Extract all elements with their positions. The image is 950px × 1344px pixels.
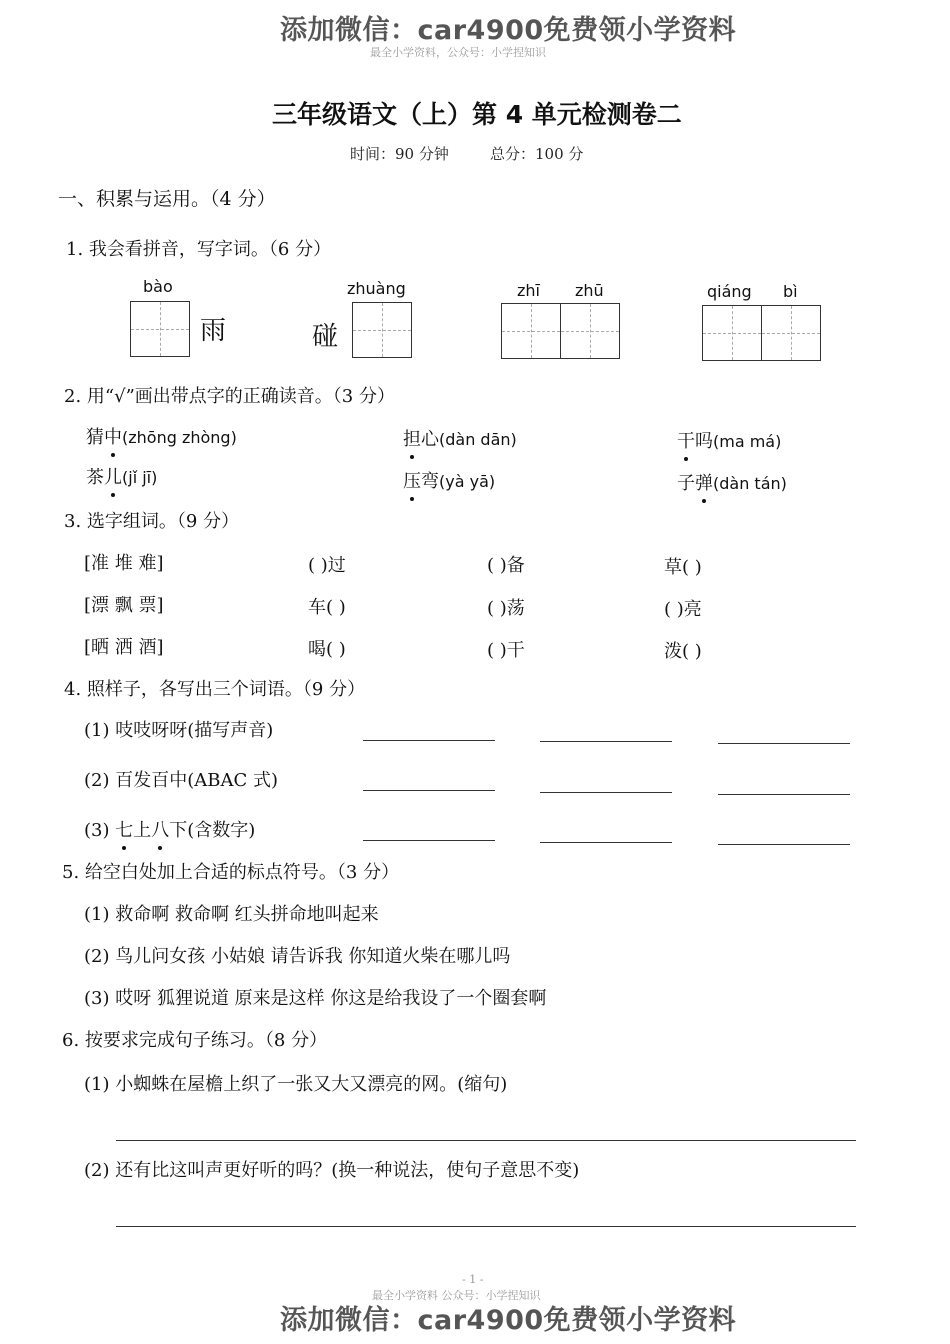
q3-row2-b[interactable]: ( )荡 [487,598,525,619]
q5-item-1[interactable]: (1) 救命啊 救命啊 红头拼命地叫起来 [84,904,379,925]
q3-row1-chars: [准 堆 难] [84,553,164,574]
top-banner: 添加微信：car4900免费领小学资料 [280,15,737,46]
q4-item-3: (3) 七上八下(含数字) [84,816,255,842]
q1-box-bao[interactable] [130,301,190,357]
q3-row1-a[interactable]: ( )过 [308,555,346,576]
q1-pinyin-bi: bì [783,282,798,301]
exam-time: 时间：90 分钟 [350,145,449,163]
page-number: - 1 - [462,1273,484,1286]
q3-label: 3. 选字组词。（9 分） [64,511,240,532]
q1-box-zhizhu[interactable] [501,303,620,359]
exam-total-score: 总分：100 分 [490,145,584,163]
q6-label: 6. 按要求完成句子练习。（8 分） [62,1030,328,1051]
q3-row3-a[interactable]: 喝( ) [308,639,346,660]
q2-options[interactable]: (jǐ jī) [122,468,158,487]
page-title: 三年级语文（上）第 4 单元检测卷二 [272,100,682,129]
q4-item-2: (2) 百发百中(ABAC 式) [84,770,278,791]
q1-pinyin-zhuang: zhuàng [347,279,406,298]
q3-row3-c[interactable]: 泼( ) [664,641,702,662]
answer-blank[interactable] [363,740,495,741]
q3-row3-chars: [晒 洒 酒] [84,637,164,658]
q3-row3-b[interactable]: ( )干 [487,640,525,661]
q2-dotted-char: 压 [403,467,421,493]
q1-pinyin-zhu: zhū [575,281,604,300]
q1-char-yu: 雨 [200,316,227,346]
answer-blank[interactable] [718,743,850,744]
q2-item-zidan: 子弹(dàn tán) [677,469,787,495]
q1-pinyin-bao: bào [143,277,173,296]
q2-dotted-char: 干 [677,427,695,453]
q2-item-ganma: 干吗(ma má) [677,427,781,453]
q2-options[interactable]: (ma má) [713,432,782,451]
q4-dotted-char: 八 [151,816,169,842]
q2-label: 2. 用“√”画出带点字的正确读音。（3 分） [64,386,395,407]
q2-item-chaer: 茶儿(jǐ jī) [86,463,157,489]
bottom-banner: 添加微信：car4900免费领小学资料 [280,1305,737,1336]
q3-row1-b[interactable]: ( )备 [487,555,525,576]
q1-box-qiangbi[interactable] [702,305,821,361]
answer-blank[interactable] [540,842,672,843]
q4-label: 4. 照样子，各写出三个词语。（9 分） [64,679,366,700]
q5-item-2[interactable]: (2) 鸟儿问女孩 小姑娘 请告诉我 你知道火柴在哪儿吗 [84,946,511,967]
answer-blank[interactable] [540,741,672,742]
q6-item-2: (2) 还有比这叫声更好听的吗？(换一种说法，使句子意思不变) [84,1160,580,1181]
q1-label: 1. 我会看拼音，写字词。（6 分） [66,239,332,260]
q2-item-danxin: 担心(dàn dān) [403,425,517,451]
q5-label: 5. 给空白处加上合适的标点符号。（3 分） [62,862,400,883]
q4-item-1: (1) 吱吱呀呀(描写声音) [84,720,274,741]
q3-row2-c[interactable]: ( )亮 [664,599,702,620]
answer-blank[interactable] [540,792,672,793]
q2-options[interactable]: (dàn dān) [439,430,517,449]
q2-options[interactable]: (dàn tán) [713,474,787,493]
q2-dotted-char: 弹 [695,469,713,495]
q4-dotted-char: 七 [115,816,133,842]
q1-box-zhuang[interactable] [352,302,412,358]
q1-char-peng: 碰 [312,322,339,352]
faint-header: 最全小学资料，公众号：小学捏知识 [370,46,546,59]
q3-row2-a[interactable]: 车( ) [308,597,346,618]
q5-item-3[interactable]: (3) 哎呀 狐狸说道 原来是这样 你这是给我设了一个圈套啊 [84,988,547,1009]
q6-answer-line-2[interactable] [116,1226,856,1227]
q2-options[interactable]: (zhōng zhòng) [122,428,237,447]
q1-pinyin-zhi: zhī [517,281,540,300]
answer-blank[interactable] [718,794,850,795]
q6-item-1: (1) 小蜘蛛在屋檐上织了一张又大又漂亮的网。(缩句) [84,1074,508,1095]
q1-pinyin-qiang: qiáng [707,282,752,301]
section-1-heading: 一、积累与运用。（4 分） [58,188,276,210]
answer-blank[interactable] [363,790,495,791]
q3-row1-c[interactable]: 草( ) [664,557,702,578]
q2-item-yawan: 压弯(yà yā) [403,467,495,493]
q3-row2-chars: [漂 飘 票] [84,595,164,616]
q2-options[interactable]: (yà yā) [439,472,496,491]
q2-dotted-char: 中 [104,423,122,449]
q6-answer-line-1[interactable] [116,1140,856,1141]
q2-item-caizhong: 猜中(zhōng zhòng) [86,423,237,449]
q2-dotted-char: 儿 [104,463,122,489]
q2-dotted-char: 担 [403,425,421,451]
answer-blank[interactable] [363,840,495,841]
answer-blank[interactable] [718,844,850,845]
faint-footer: 最全小学资料 公众号：小学捏知识 [372,1289,541,1302]
